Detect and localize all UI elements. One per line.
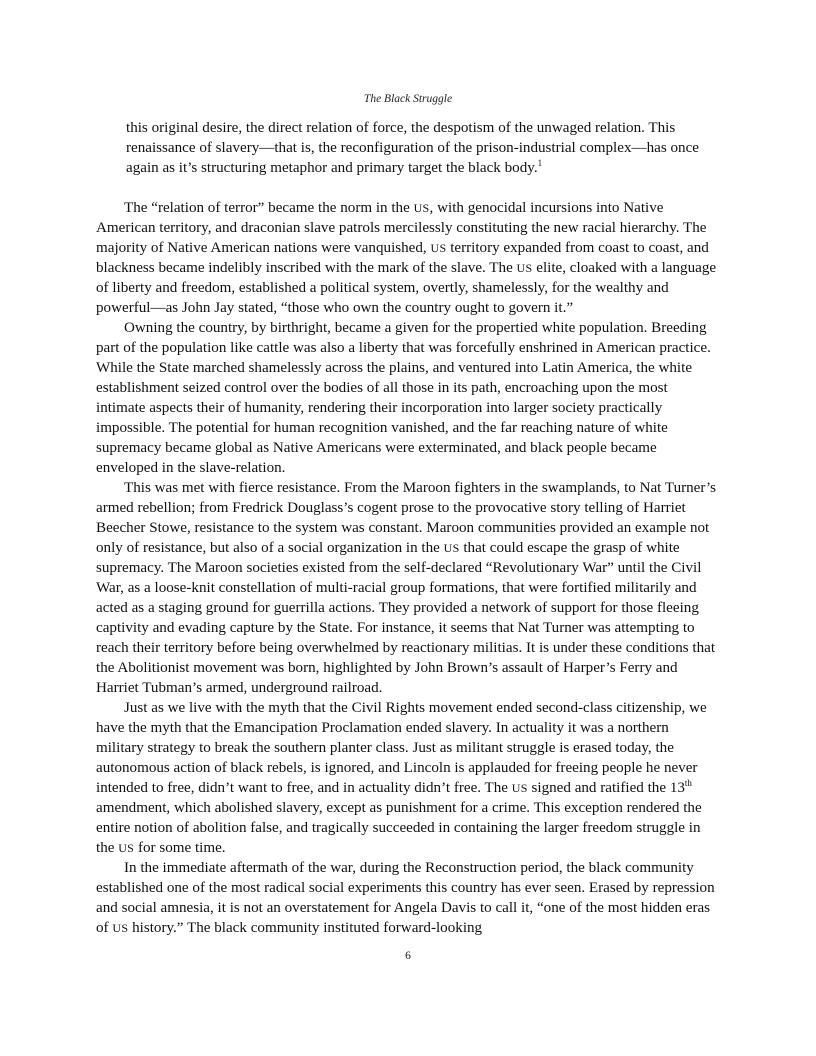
footnote-marker[interactable]: 1	[537, 157, 543, 168]
paragraph-5: In the immediate aftermath of the war, during the Reconstruction period, the black community established one of the most radical social experiments this country has ever seen. Erased by repression and social amnesia, it is not an overstatement for Angela Davis to call it, “one of the most hidden eras of US history.” The black community instituted forward-looking	[96, 860, 715, 936]
running-head: The Black Struggle	[363, 93, 453, 105]
block-quote	[126, 118, 720, 178]
page-body	[96, 118, 720, 938]
paragraph-4: Just as we live with the myth that the Civil Rights movement ended second-class citizenship, we have the myth that the Emancipation Proclamation ended slavery. In actuality it was a northern military strategy to break the southern planter class. Just as militant struggle is erased today, the autonomous action of black rebels, is ignored, and Lincoln is applauded for freeing people he never intended to free, didn’t want to free, and in actuality didn’t free. The US signed and ratified the 13th amendment, which abolished slavery, except as punishment for a crime. This exception rendered the entire notion of abolition false, and tragically succeeded in containing the larger freedom struggle in the US for some time.	[96, 700, 707, 856]
paragraph-2: Owning the country, by birthright, became a given for the propertied white population. Breeding part of the population like cattle was also a liberty that was forcefully enshrined in American practice. While the State marched shamelessly across the plains, and ventured into Latin America, the white establishment seized control over the bodies of all those in its path, encroaching upon the most intimate aspects their of humanity, rendering their incorporation into larger society practically impossible. The potential for human recognition vanished, and the far reaching nature of white supremacy became global as Native Americans were exterminated, and black people became enveloped in the slave-relation.	[96, 320, 711, 476]
abbrev-us: US	[511, 781, 528, 795]
abbrev-us: US	[112, 921, 129, 935]
ordinal-suffix: th	[684, 777, 692, 788]
quote-text: this original desire, the direct relation of force, the despotism of the unwaged relation. This renaissance of slavery—that is, the reconfiguration of the prison-industrial complex—has once again as it’s structuring metaphor and primary target the black body.$^1$	[126, 120, 699, 176]
abbrev-us: US	[443, 541, 460, 555]
abbrev-us: US	[430, 241, 447, 255]
paragraph-1: The “relation of terror” became the norm in the US, with genocidal incursions into Native American territory, and draconian slave patrols mercilessly constituting the new racial hierarchy. The majority of Native American nations were vanquished, US territory expanded from coast to coast, and blackness became indelibly inscribed with the mark of the slave. The US elite, cloaked with a language of liberty and freedom, established a political system, overtly, shamelessly, for the wealthy and powerful—as John Jay stated, “those who own the country ought to govern it.”	[96, 200, 717, 316]
paragraph-3: This was met with fierce resistance. From the Maroon fighters in the swamplands, to Nat Turner’s armed rebellion; from Fredrick Douglass’s cogent prose to the provocative story telling of Harriet Beecher Stowe, resistance to the system was constant. Maroon communities provided an example not only of resistance, but also of a social organization in the US that could escape the grasp of white supremacy. The Maroon societies existed from the self-declared “Revolutionary War” until the Civil War, as a loose-knit constellation of multi-racial group formations, that were fortified militarily and acted as a staging ground for guerrilla actions. They provided a network of support for those fleeing captivity and evading capture by the State. For instance, it seems that Nat Turner was attempting to reach their territory before being overwhelmed by reactionary militias. It is under these conditions that the Abolitionist movement was born, highlighted by John Brown’s assault of Harper’s Ferry and Harriet Tubman’s armed, underground railroad.	[96, 480, 717, 696]
abbrev-us: US	[413, 201, 430, 215]
abbrev-us: US	[516, 261, 533, 275]
page-number: 6	[405, 950, 411, 962]
abbrev-us: US	[118, 841, 135, 855]
